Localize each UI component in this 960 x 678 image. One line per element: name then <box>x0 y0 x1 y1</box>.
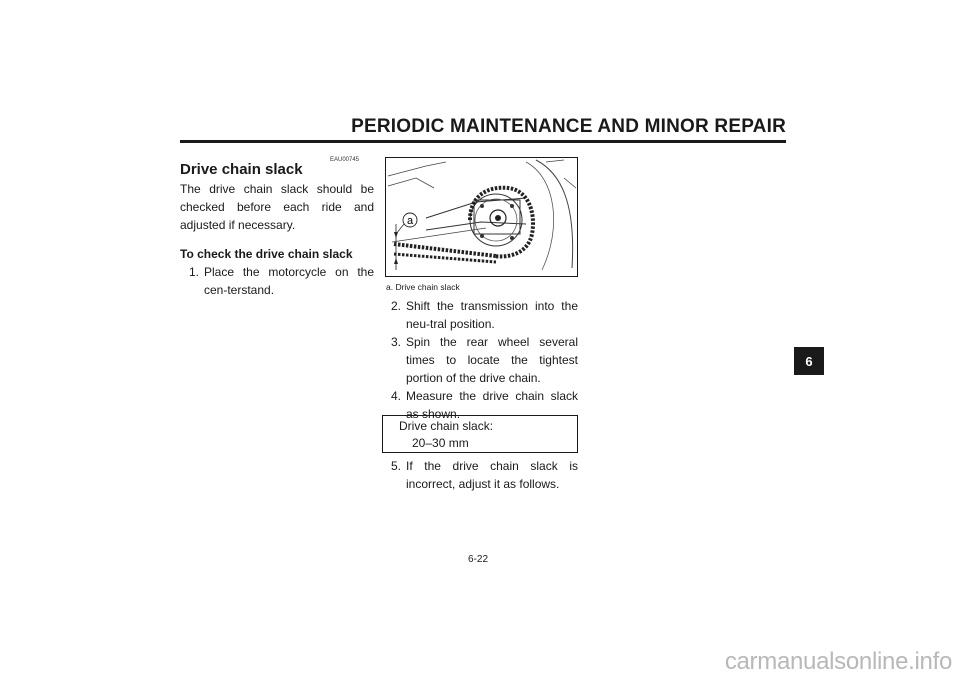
step-text: If the drive chain slack is incorrect, adjust it as follows. <box>406 459 578 491</box>
step-number: 1. <box>188 265 199 279</box>
drive-chain-drawing <box>386 158 578 277</box>
step-5 <box>382 457 578 493</box>
right-column <box>382 297 578 423</box>
watermark: carmanualsonline.info <box>724 648 952 675</box>
step-text: Shift the transmission into the neu-tral position. <box>406 299 578 331</box>
step-text: Measure the drive chain slack as shown. <box>406 389 578 421</box>
step-text: Place the motorcycle on the cen-terstand. <box>204 265 374 297</box>
intro-paragraph: The drive chain slack should be checked before each ride and adjusted if necessary. <box>180 182 374 232</box>
drive-chain-illustration <box>385 157 578 277</box>
step-number: 2. <box>390 299 401 313</box>
page-header-title: PERIODIC MAINTENANCE AND MINOR REPAIR <box>351 116 786 137</box>
spec-label: Drive chain slack: <box>399 419 494 433</box>
chapter-tab: 6 <box>794 347 824 375</box>
right-column-lower <box>382 457 578 493</box>
header-rule <box>180 140 786 143</box>
spec-box <box>382 415 578 453</box>
section-heading: Drive chain slack <box>180 161 303 178</box>
step-number: 3. <box>390 335 401 349</box>
step-number: 4. <box>390 389 401 403</box>
figure-callout-label: a <box>406 215 414 227</box>
step-number: 5. <box>390 459 401 473</box>
left-column <box>180 180 374 299</box>
step-1 <box>180 263 374 299</box>
step-text: Spin the rear wheel several times to locate the tightest portion of the drive chain. <box>406 335 578 385</box>
figure-caption: a. Drive chain slack <box>386 282 460 292</box>
step-3 <box>382 333 578 387</box>
section-code: EAU00745 <box>330 157 360 163</box>
step-2 <box>382 297 578 333</box>
check-subheading: To check the drive chain slack <box>180 247 353 261</box>
spec-value: 20–30 mm <box>412 436 469 450</box>
page-number: 6-22 <box>468 554 489 565</box>
